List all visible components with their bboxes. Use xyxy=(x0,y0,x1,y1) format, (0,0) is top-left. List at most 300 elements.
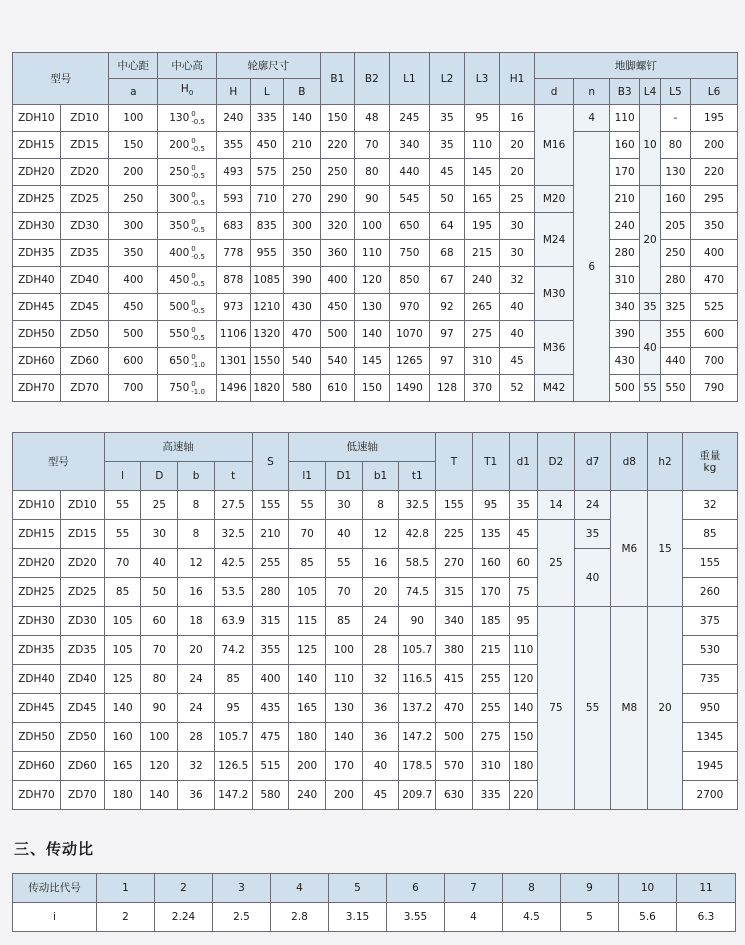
value-b: 28 xyxy=(178,723,215,752)
value-h0 xyxy=(158,186,217,213)
h0-number: 350 xyxy=(169,220,190,232)
ratio-code-row xyxy=(13,874,736,903)
value-H: 683 xyxy=(217,213,251,240)
h0-tolerance xyxy=(191,164,205,180)
model-zd: ZD60 xyxy=(60,348,109,375)
value-D: 70 xyxy=(141,636,178,665)
value-B: 430 xyxy=(284,294,321,321)
value-L: 710 xyxy=(250,186,284,213)
tol-upper: 0 xyxy=(191,299,196,307)
value-B2: 90 xyxy=(355,186,390,213)
value-B: 300 xyxy=(284,213,321,240)
value-B2: 100 xyxy=(355,213,390,240)
value-m1: ZDH60 xyxy=(13,752,61,781)
h0-tolerance xyxy=(191,299,205,315)
value-T1: 255 xyxy=(472,694,509,723)
ratio-value: 5.6 xyxy=(619,903,677,932)
value-m2: ZD60 xyxy=(60,752,104,781)
tol-lower: -0.5 xyxy=(191,334,205,342)
value-m1: ZDH15 xyxy=(13,520,61,549)
value-B3: 170 xyxy=(609,159,639,186)
value-S: 210 xyxy=(252,520,289,549)
value-l: 85 xyxy=(104,578,141,607)
value-l: 70 xyxy=(104,549,141,578)
value-H1: 40 xyxy=(500,321,535,348)
value-l: 55 xyxy=(104,520,141,549)
h0-number: 300 xyxy=(169,193,190,205)
value-l: 140 xyxy=(104,694,141,723)
value-l: 180 xyxy=(104,781,141,810)
value-h0 xyxy=(158,132,217,159)
value-T1: 160 xyxy=(472,549,509,578)
value-D: 30 xyxy=(141,520,178,549)
value-b1: 20 xyxy=(362,578,399,607)
value-L5: 205 xyxy=(660,213,690,240)
value-B1: 610 xyxy=(320,375,355,402)
value-L: 450 xyxy=(250,132,284,159)
header-L3: L3 xyxy=(464,53,500,105)
value-m2: ZD30 xyxy=(60,607,104,636)
h0-tolerance xyxy=(191,326,205,342)
value-T1: 170 xyxy=(472,578,509,607)
value-h2: 15 xyxy=(648,491,683,607)
value-m1: ZDH70 xyxy=(13,781,61,810)
value-l1: 70 xyxy=(289,520,326,549)
value-d1: 35 xyxy=(509,491,538,520)
h0-number: 750 xyxy=(169,382,190,394)
tol-upper: 0 xyxy=(191,272,196,280)
value-B1: 220 xyxy=(320,132,355,159)
value-D2: 25 xyxy=(538,520,575,607)
value-d8: M8 xyxy=(611,607,648,810)
value-b: 20 xyxy=(178,636,215,665)
value-S: 355 xyxy=(252,636,289,665)
value-t: 105.7 xyxy=(214,723,252,752)
value-D: 60 xyxy=(141,607,178,636)
value-D: 100 xyxy=(141,723,178,752)
header-L: L xyxy=(250,79,284,105)
model-zdh: ZDH60 xyxy=(13,348,61,375)
value-H: 1106 xyxy=(217,321,251,348)
h0-number: 200 xyxy=(169,139,190,151)
value-L2: 67 xyxy=(430,267,465,294)
value-a: 600 xyxy=(109,348,158,375)
value-L: 335 xyxy=(250,105,284,132)
value-B: 390 xyxy=(284,267,321,294)
header-T: T xyxy=(436,433,473,491)
value-L2: 92 xyxy=(430,294,465,321)
value-T: 155 xyxy=(436,491,473,520)
header-B1: B1 xyxy=(320,53,355,105)
value-D: 25 xyxy=(141,491,178,520)
value-T1: 215 xyxy=(472,636,509,665)
header-t1: t1 xyxy=(399,462,436,491)
value-H: 778 xyxy=(217,240,251,267)
value-S: 315 xyxy=(252,607,289,636)
table1-row xyxy=(13,348,738,375)
value-weight: 155 xyxy=(682,549,737,578)
value-weight: 32 xyxy=(682,491,737,520)
value-m1: ZDH25 xyxy=(13,578,61,607)
value-L1: 1070 xyxy=(389,321,430,348)
h0-number: 650 xyxy=(169,355,190,367)
header-b: b xyxy=(178,462,215,491)
header-center-distance: 中心距 xyxy=(109,53,158,79)
section-title: 三、传动比 xyxy=(14,840,95,858)
model-zdh: ZDH25 xyxy=(13,186,61,213)
header-t: t xyxy=(214,462,252,491)
value-H1: 30 xyxy=(500,213,535,240)
value-b: 24 xyxy=(178,665,215,694)
value-B: 270 xyxy=(284,186,321,213)
header-b1: b1 xyxy=(362,462,399,491)
value-h0 xyxy=(158,240,217,267)
value-H1: 20 xyxy=(500,132,535,159)
h0-tolerance xyxy=(191,245,205,261)
value-h0 xyxy=(158,267,217,294)
value-t1: 116.5 xyxy=(399,665,436,694)
value-h0 xyxy=(158,348,217,375)
value-D: 90 xyxy=(141,694,178,723)
ratio-code: 5 xyxy=(329,874,387,903)
value-D1: 200 xyxy=(326,781,363,810)
value-n: 6 xyxy=(574,132,610,402)
ratio-code: 11 xyxy=(677,874,736,903)
model-zdh: ZDH20 xyxy=(13,159,61,186)
value-weight: 735 xyxy=(682,665,737,694)
tol-upper: 0 xyxy=(191,218,196,226)
value-d1: 150 xyxy=(509,723,538,752)
value-d1: 45 xyxy=(509,520,538,549)
value-t: 27.5 xyxy=(214,491,252,520)
value-weight: 1945 xyxy=(682,752,737,781)
value-weight: 2700 xyxy=(682,781,737,810)
value-b1: 24 xyxy=(362,607,399,636)
value-t: 147.2 xyxy=(214,781,252,810)
value-L5: 160 xyxy=(660,186,690,213)
value-L1: 545 xyxy=(389,186,430,213)
value-B: 580 xyxy=(284,375,321,402)
value-D1: 100 xyxy=(326,636,363,665)
header-d7: d7 xyxy=(574,433,611,491)
value-L2: 35 xyxy=(430,105,465,132)
value-t1: 42.8 xyxy=(399,520,436,549)
value-L5: 550 xyxy=(660,375,690,402)
model-zd: ZD15 xyxy=(60,132,109,159)
value-L: 1085 xyxy=(250,267,284,294)
value-h0 xyxy=(158,213,217,240)
value-L6: 220 xyxy=(691,159,738,186)
value-B2: 70 xyxy=(355,132,390,159)
value-b1: 8 xyxy=(362,491,399,520)
value-a: 500 xyxy=(109,321,158,348)
value-T: 225 xyxy=(436,520,473,549)
value-B2: 120 xyxy=(355,267,390,294)
value-T: 270 xyxy=(436,549,473,578)
header-B: B xyxy=(284,79,321,105)
header-S: S xyxy=(252,433,289,491)
header-d: d xyxy=(534,79,574,105)
value-t: 53.5 xyxy=(214,578,252,607)
model-zd: ZD70 xyxy=(60,375,109,402)
value-L4: 35 xyxy=(640,294,660,321)
value-t: 85 xyxy=(214,665,252,694)
value-L4: 10 xyxy=(640,105,660,186)
value-b1: 32 xyxy=(362,665,399,694)
value-l1: 200 xyxy=(289,752,326,781)
value-t1: 74.5 xyxy=(399,578,436,607)
value-t1: 32.5 xyxy=(399,491,436,520)
value-L5: 80 xyxy=(660,132,690,159)
value-t: 63.9 xyxy=(214,607,252,636)
value-L6: 350 xyxy=(691,213,738,240)
value-L5: 325 xyxy=(660,294,690,321)
value-L1: 850 xyxy=(389,267,430,294)
value-H: 355 xyxy=(217,132,251,159)
value-h0 xyxy=(158,105,217,132)
value-t1: 90 xyxy=(399,607,436,636)
tol-lower: -0.5 xyxy=(191,172,205,180)
tol-lower: -0.5 xyxy=(191,199,205,207)
dimension-table-2 xyxy=(12,432,738,810)
value-S: 280 xyxy=(252,578,289,607)
model-zdh: ZDH30 xyxy=(13,213,61,240)
value-L3: 240 xyxy=(464,267,500,294)
header-D2: D2 xyxy=(538,433,575,491)
value-d: M42 xyxy=(534,375,574,402)
value-b: 16 xyxy=(178,578,215,607)
value-d1: 95 xyxy=(509,607,538,636)
value-L3: 310 xyxy=(464,348,500,375)
table1-row xyxy=(13,132,738,159)
tol-lower: -0.5 xyxy=(191,253,205,261)
tol-lower: -1.0 xyxy=(191,361,205,369)
h0-tolerance xyxy=(191,218,205,234)
model-zdh: ZDH15 xyxy=(13,132,61,159)
value-L3: 215 xyxy=(464,240,500,267)
ratio-table xyxy=(12,873,736,932)
value-l1: 55 xyxy=(289,491,326,520)
value-b1: 28 xyxy=(362,636,399,665)
h0-tolerance xyxy=(191,272,205,288)
value-L1: 340 xyxy=(389,132,430,159)
value-T: 315 xyxy=(436,578,473,607)
value-h2: 20 xyxy=(648,607,683,810)
value-B3: 240 xyxy=(609,213,639,240)
value-b: 8 xyxy=(178,491,215,520)
value-b: 18 xyxy=(178,607,215,636)
value-a: 700 xyxy=(109,375,158,402)
value-B2: 150 xyxy=(355,375,390,402)
value-H: 593 xyxy=(217,186,251,213)
value-B1: 400 xyxy=(320,267,355,294)
value-l: 105 xyxy=(104,636,141,665)
value-m1: ZDH10 xyxy=(13,491,61,520)
value-t1: 137.2 xyxy=(399,694,436,723)
tol-lower: -1.0 xyxy=(191,388,205,396)
table1-row xyxy=(13,105,738,132)
header-d1: d1 xyxy=(509,433,538,491)
value-B: 140 xyxy=(284,105,321,132)
value-B3: 210 xyxy=(609,186,639,213)
value-D2: 75 xyxy=(538,607,575,810)
value-L: 1550 xyxy=(250,348,284,375)
value-L3: 165 xyxy=(464,186,500,213)
model-zd: ZD30 xyxy=(60,213,109,240)
ratio-value: 2.5 xyxy=(213,903,271,932)
model-zdh: ZDH40 xyxy=(13,267,61,294)
value-n: 4 xyxy=(574,105,610,132)
model-zd: ZD35 xyxy=(60,240,109,267)
header-H1: H1 xyxy=(500,53,535,105)
value-B: 250 xyxy=(284,159,321,186)
value-S: 515 xyxy=(252,752,289,781)
ratio-value: 2 xyxy=(97,903,155,932)
value-t: 74.2 xyxy=(214,636,252,665)
value-H: 1496 xyxy=(217,375,251,402)
value-B1: 450 xyxy=(320,294,355,321)
table1-row xyxy=(13,375,738,402)
table1-row xyxy=(13,294,738,321)
value-t1: 105.7 xyxy=(399,636,436,665)
value-T: 470 xyxy=(436,694,473,723)
value-L2: 68 xyxy=(430,240,465,267)
value-D1: 55 xyxy=(326,549,363,578)
value-L3: 265 xyxy=(464,294,500,321)
value-T: 340 xyxy=(436,607,473,636)
value-B3: 280 xyxy=(609,240,639,267)
tol-upper: 0 xyxy=(191,191,196,199)
model-zd: ZD45 xyxy=(60,294,109,321)
value-t: 126.5 xyxy=(214,752,252,781)
value-H1: 20 xyxy=(500,159,535,186)
value-D1: 140 xyxy=(326,723,363,752)
value-B1: 150 xyxy=(320,105,355,132)
value-L: 575 xyxy=(250,159,284,186)
header-n: n xyxy=(574,79,610,105)
value-T1: 95 xyxy=(472,491,509,520)
header-H0: $H_0$ xyxy=(158,79,217,105)
value-L6: 295 xyxy=(691,186,738,213)
value-D1: 30 xyxy=(326,491,363,520)
model-zdh: ZDH45 xyxy=(13,294,61,321)
value-L3: 110 xyxy=(464,132,500,159)
value-B1: 290 xyxy=(320,186,355,213)
value-H: 240 xyxy=(217,105,251,132)
value-l: 105 xyxy=(104,607,141,636)
header-B3: B3 xyxy=(609,79,639,105)
value-H1: 30 xyxy=(500,240,535,267)
value-B3: 500 xyxy=(609,375,639,402)
value-S: 255 xyxy=(252,549,289,578)
model-zd: ZD40 xyxy=(60,267,109,294)
value-m1: ZDH30 xyxy=(13,607,61,636)
value-weight: 1345 xyxy=(682,723,737,752)
value-L6: 400 xyxy=(691,240,738,267)
value-H: 878 xyxy=(217,267,251,294)
value-L3: 275 xyxy=(464,321,500,348)
table2-row xyxy=(13,491,738,520)
model-zd: ZD25 xyxy=(60,186,109,213)
value-h0 xyxy=(158,159,217,186)
header-T1: T1 xyxy=(472,433,509,491)
value-S: 400 xyxy=(252,665,289,694)
value-H1: 45 xyxy=(500,348,535,375)
value-l: 55 xyxy=(104,491,141,520)
value-T1: 185 xyxy=(472,607,509,636)
value-l1: 115 xyxy=(289,607,326,636)
value-weight: 375 xyxy=(682,607,737,636)
header-H: H xyxy=(217,79,251,105)
value-weight: 530 xyxy=(682,636,737,665)
value-h0 xyxy=(158,294,217,321)
ratio-code: 6 xyxy=(387,874,445,903)
header-L4: L4 xyxy=(640,79,660,105)
value-a: 100 xyxy=(109,105,158,132)
value-T1: 275 xyxy=(472,723,509,752)
ratio-code: 10 xyxy=(619,874,677,903)
header-d8: d8 xyxy=(611,433,648,491)
value-b1: 16 xyxy=(362,549,399,578)
value-b: 12 xyxy=(178,549,215,578)
value-B: 210 xyxy=(284,132,321,159)
value-L4: 20 xyxy=(640,186,660,294)
ratio-value: 2.24 xyxy=(155,903,213,932)
value-m2: ZD10 xyxy=(60,491,104,520)
value-L6: 200 xyxy=(691,132,738,159)
tol-lower: -0.5 xyxy=(191,118,205,126)
h0-number: 450 xyxy=(169,274,190,286)
value-L1: 1490 xyxy=(389,375,430,402)
value-B3: 310 xyxy=(609,267,639,294)
value-L3: 370 xyxy=(464,375,500,402)
value-D: 140 xyxy=(141,781,178,810)
tol-lower: -0.5 xyxy=(191,307,205,315)
value-b: 36 xyxy=(178,781,215,810)
value-d7: 35 xyxy=(574,520,611,549)
value-m2: ZD35 xyxy=(60,636,104,665)
value-H: 493 xyxy=(217,159,251,186)
value-S: 475 xyxy=(252,723,289,752)
value-B: 350 xyxy=(284,240,321,267)
value-m2: ZD45 xyxy=(60,694,104,723)
value-T: 630 xyxy=(436,781,473,810)
value-b: 24 xyxy=(178,694,215,723)
header-profile: 轮廓尺寸 xyxy=(217,53,321,79)
value-L2: 97 xyxy=(430,348,465,375)
value-D1: 70 xyxy=(326,578,363,607)
value-m2: ZD40 xyxy=(60,665,104,694)
value-L: 835 xyxy=(250,213,284,240)
table1-row xyxy=(13,186,738,213)
model-zd: ZD10 xyxy=(60,105,109,132)
value-T: 415 xyxy=(436,665,473,694)
value-b1: 36 xyxy=(362,694,399,723)
model-zdh: ZDH50 xyxy=(13,321,61,348)
value-T1: 135 xyxy=(472,520,509,549)
value-b: 8 xyxy=(178,520,215,549)
value-a: 450 xyxy=(109,294,158,321)
h0-tolerance xyxy=(191,353,205,369)
value-L: 955 xyxy=(250,240,284,267)
tol-upper: 0 xyxy=(191,353,196,361)
value-L1: 970 xyxy=(389,294,430,321)
value-B3: 340 xyxy=(609,294,639,321)
value-L4: 40 xyxy=(640,321,660,375)
ratio-value: 4 xyxy=(445,903,503,932)
value-T: 500 xyxy=(436,723,473,752)
value-L3: 95 xyxy=(464,105,500,132)
